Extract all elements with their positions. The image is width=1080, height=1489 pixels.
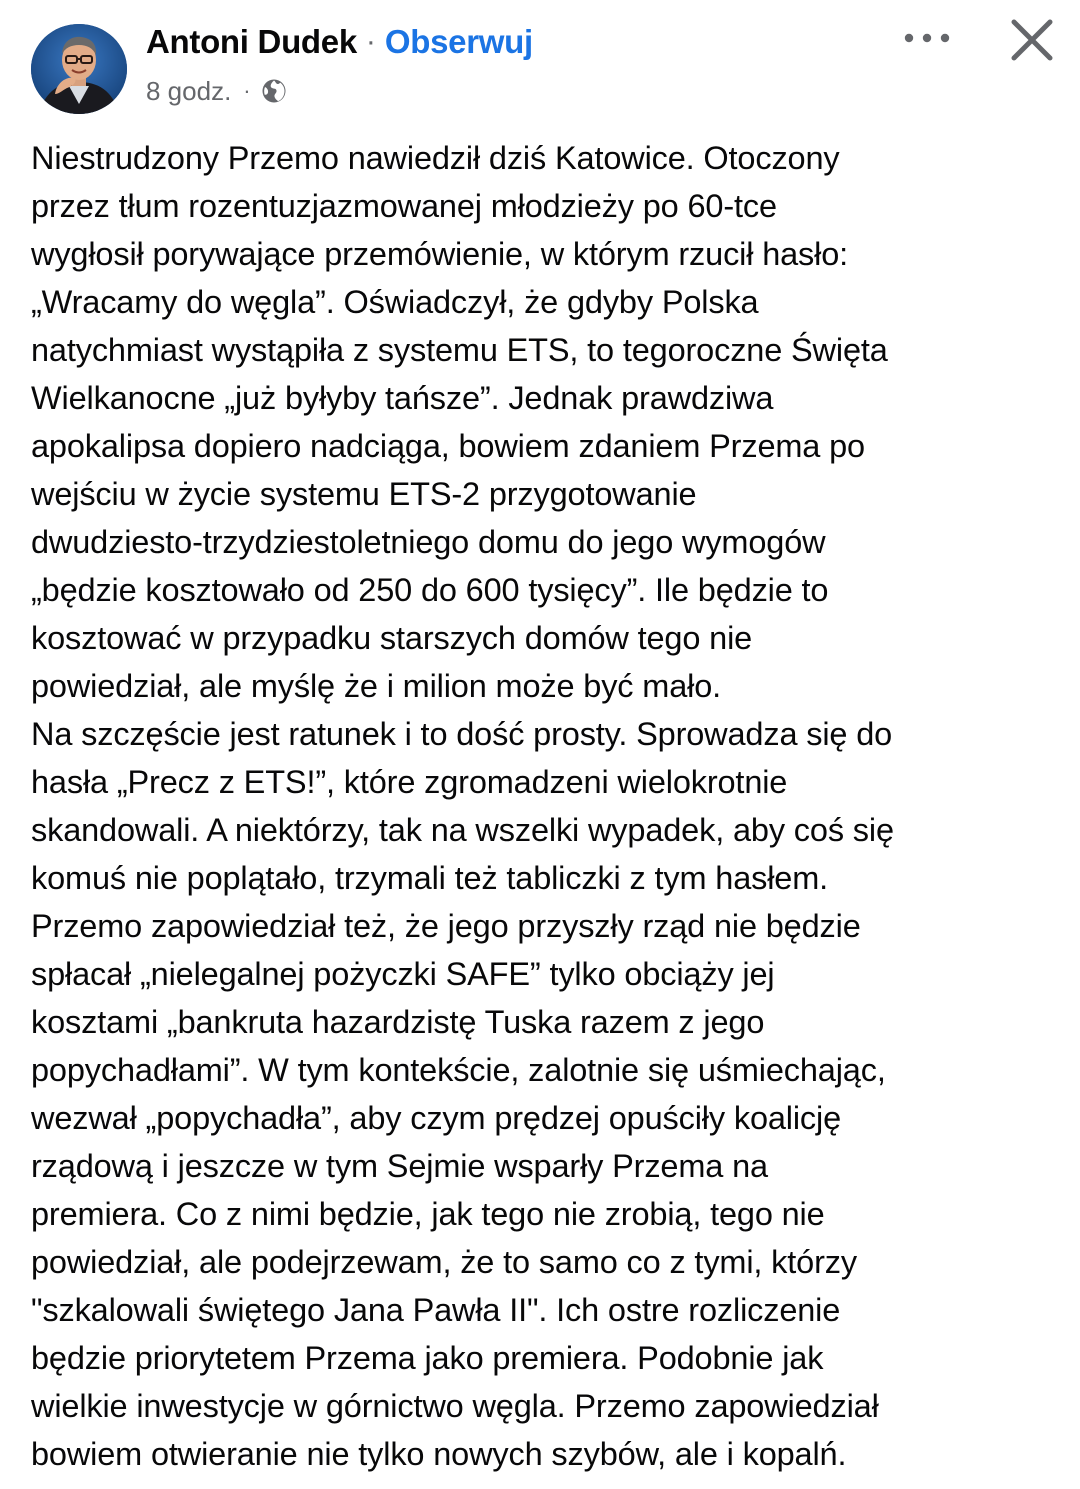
post-text-line: Niestrudzony Przemo nawiedził dziś Katowice. Otoczony [31,140,840,176]
post-text-line: „będzie kosztowało od 250 do 600 tysięcy”. Ile będzie to [31,572,829,608]
post-text-line: premiera. Co z nimi będzie, jak tego nie zrobią, tego nie [31,1196,825,1232]
post-text-line: wygłosił porywające przemówienie, w którym rzucił hasło: [31,236,849,272]
post-text-line: wielkie inwestycje w górnictwo węgla. Przemo zapowiedział [31,1388,879,1424]
post-text-line: komuś nie poplątało, trzymali też tabliczki z tym hasłem. [31,860,829,896]
close-button[interactable] [1004,12,1060,68]
post-text-line: powiedział, ale myślę że i milion może być mało. [31,668,722,704]
follow-button[interactable]: Obserwuj [384,23,533,60]
post-text-line: kosztami „bankruta hazardzistę Tuska razem z jego [31,1004,765,1040]
more-horizontal-icon [898,18,956,58]
close-icon [1004,12,1060,68]
header-separator: · [365,25,376,58]
post-text-line: „Wracamy do węgla”. Oświadczył, że gdyby Polska [31,284,759,320]
post-text-line: popychadłami”. W tym kontekście, zalotnie się uśmiechając, [31,1052,886,1088]
post-header [0,0,1080,125]
post-text-line: Przemo zapowiedział też, że jego przyszły rząd nie będzie [31,908,861,944]
author-name[interactable]: Antoni Dudek [146,23,357,60]
avatar-photo [31,24,127,114]
post-text-line: apokalipsa dopiero nadciąga, bowiem zdaniem Przema po [31,428,865,464]
post-text-line: przez tłum rozentuzjazmowanej młodzieży po 60-tce [31,188,777,224]
post-text-line: dwudziesto-trzydziestoletniego domu do jego wymogów [31,524,826,560]
author-line [146,20,533,64]
post-text-line: natychmiast wystąpiła z systemu ETS, to tegoroczne Święta [31,332,888,368]
post-text-line: wezwał „popychadła”, aby czym prędzej opuściły koalicję [31,1100,842,1136]
post-text-line: "szkalowali świętego Jana Pawła II". Ich ostre rozliczenie [31,1292,841,1328]
post-text-line: będzie priorytetem Przema jako premiera. Podobnie jak [31,1340,824,1376]
more-options-button[interactable] [898,18,956,58]
post-text-line: spłacał „nielegalnej pożyczki SAFE” tylko obciąży jej [31,956,775,992]
post-text-line: hasła „Precz z ETS!”, które zgromadzeni wielokrotnie [31,764,788,800]
post-text-line: powiedział, ale podejrzewam, że to samo co z tymi, którzy [31,1244,857,1280]
post-text-line: Wielkanocne „już byłyby tańsze”. Jednak prawdziwa [31,380,774,416]
avatar[interactable] [31,24,127,114]
post-text-line: bowiem otwieranie nie tylko nowych szybów, ale i kopalń. [31,1436,847,1472]
meta-separator: · [243,78,251,103]
globe-icon[interactable] [261,78,287,104]
post-text-line: wejściu w życie systemu ETS-2 przygotowanie [31,476,697,512]
post-text [31,134,1061,1478]
post-text-line: Na szczęście jest ratunek i to dość prosty. Sprowadza się do [31,716,893,752]
post-text-line: rządową i jeszcze w tym Sejmie wsparły Przema na [31,1148,768,1184]
post-text-line: kosztować w przypadku starszych domów tego nie [31,620,753,656]
post-text-line: skandowali. A niektórzy, tak na wszelki wypadek, aby coś się [31,812,894,848]
post-timestamp[interactable]: 8 godz. [146,75,232,106]
post-meta [146,71,287,111]
